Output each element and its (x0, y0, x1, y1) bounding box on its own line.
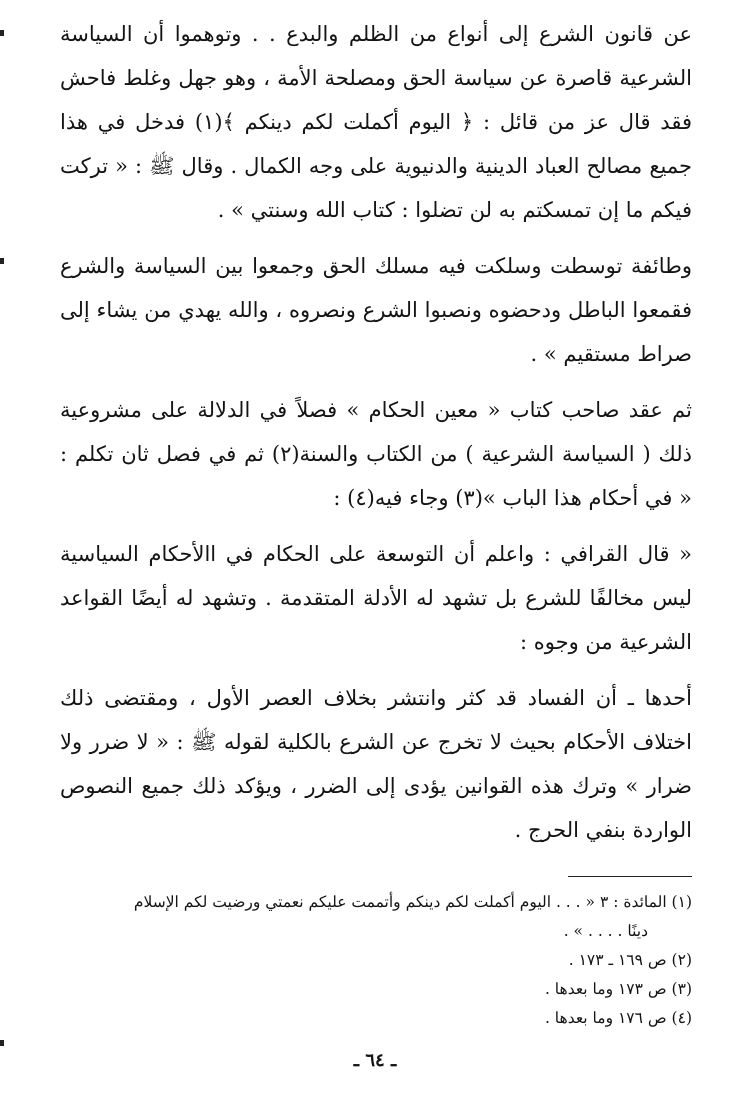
footnotes (60, 888, 692, 1033)
scan-mark-bottom (0, 1040, 4, 1046)
paragraph-5: أحدها ـ أن الفساد قد كثر وانتشر بخلاف العصر الأول ، ومقتضى ذلك اختلاف الأحكام بحيث لا تخرج عن الشرع بالكلية لقوله ﷺ : « لا ضرر ولا ضرار » وترك هذه القوانين يؤدى إلى الضرر ، ويؤكد ذلك جميع النصوص الواردة بنفي الحرج . (60, 686, 692, 842)
paragraph-1: عن قانون الشرع إلى أنواع من الظلم والبدع . . وتوهموا أن السياسة الشرعية قاصرة عن سياسة الحق ومصلحة الأمة ، وهو جهل وغلط فاحش فقد قال عز من قائل : ﴿ اليوم أكملت لكم دينكم ﴾(١) فدخل في هذا جميع مصالح العباد الدينية والدنيوية على وجه الكمال . وقال ﷺ : « تركت فيكم ما إن تمسكتم به لن تضلوا : كتاب الله وسنتي » . (60, 22, 692, 222)
footnote-1-line-2: دينًا . . . . » . (563, 922, 648, 940)
paragraph-2: وطائفة توسطت وسلكت فيه مسلك الحق وجمعوا بين السياسة والشرع فقمعوا الباطل ودحضوه ونصبوا الشرع ونصروه ، والله يهدي من يشاء إلى صراط مستقيم » . (60, 254, 692, 366)
scan-mark-top (0, 30, 4, 36)
page-number: ـ ٦٤ ـ (353, 1050, 397, 1071)
paragraph-3: ثم عقد صاحب كتاب « معين الحكام » فصلاً في الدلالة على مشروعية ذلك ( السياسة الشرعية ) من الكتاب والسنة(٢) ثم في فصل ثان تكلم : « في أحكام هذا الباب »(٣) وجاء فيه(٤) : (60, 398, 692, 510)
footnote-3: (٣) ص ١٧٣ وما بعدها . (544, 980, 692, 998)
footnote-4: (٤) ص ١٧٦ وما بعدها . (544, 1009, 692, 1027)
footnote-separator (568, 876, 692, 877)
paragraph-4: « قال القرافي : واعلم أن التوسعة على الحكام في االأحكام السياسية ليس مخالفًا للشرع بل تشهد له الأدلة المتقدمة . وتشهد له أيضًا القواعد الشرعية من وجوه : (60, 542, 692, 654)
footnote-2: (٢) ص ١٦٩ ـ ١٧٣ . (568, 951, 692, 969)
scan-mark-middle (0, 258, 4, 264)
footnote-1-line-1: (١) المائدة : ٣ « . . . اليوم أكملت لكم دينكم وأتممت عليكم نعمتي ورضيت لكم الإسلام (133, 893, 692, 911)
body-text (60, 6, 692, 864)
